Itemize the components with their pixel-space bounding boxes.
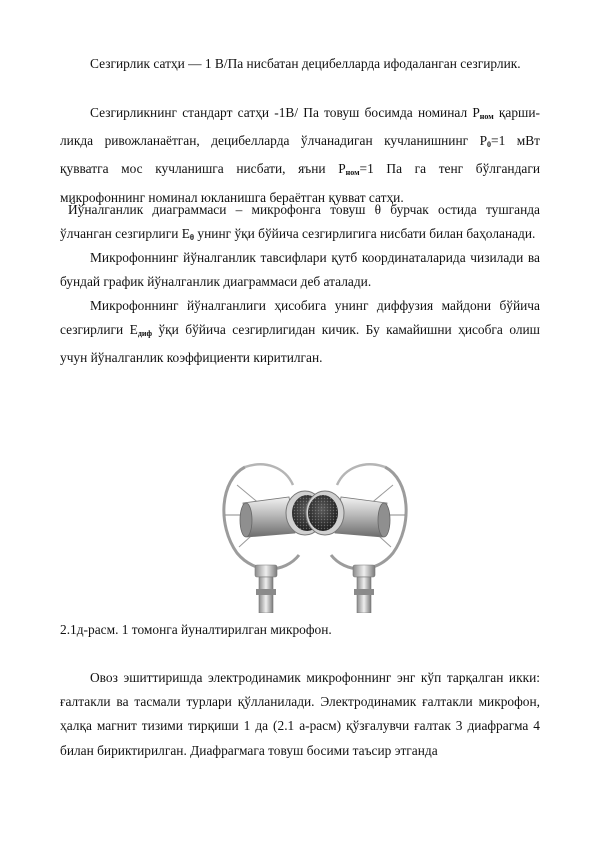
paragraph-text: Микрофоннинг йўналганлиги ҳисобига унинг диффузия майдони бўйича сезгирлиги Е xyxy=(60,298,540,338)
subscript: диф xyxy=(137,329,153,339)
paragraph-text: Микрофоннинг йўналганлик тавсифлари қутб координаталарида чизилади ва бундай график йўналганлик диаграммаси деб аталади. xyxy=(60,250,540,290)
right-stand xyxy=(353,565,375,613)
paragraph-sensitivity-level xyxy=(60,52,540,76)
subscript: ном xyxy=(345,168,360,178)
subscript: ном xyxy=(479,112,494,121)
subscript: 0 xyxy=(487,140,492,150)
paragraph-text: Сезгирлик сатҳи — 1 В/Па нисбатан децибелларда ифодаланган сезгирлик. xyxy=(90,56,521,71)
paragraph-text: ўқи бўйича сезгирлигидан кичик. Бу камайишни ҳисобга олиш учун йўналганлик коэффициенти киритилган. xyxy=(60,322,540,366)
subscript: θ xyxy=(189,233,195,243)
left-stand xyxy=(255,565,277,613)
paragraph-text: Сезгирликнинг стандарт сатҳи -1В/ Па товуш босимда номинал Р xyxy=(90,105,480,120)
paragraph-polar-coordinates xyxy=(60,246,540,294)
paragraph-text: =1 мВт қувватга мос кучланишга нисбати, яъни Р xyxy=(60,133,540,177)
paragraph-text: қарши-ликда ривожланаётган, децибелларда ўлчанадиган кучланишнинг Р xyxy=(60,105,540,149)
paragraph-diffuse-field xyxy=(60,294,540,371)
paragraph-standard-level xyxy=(60,101,540,210)
microphones-in-shock-mounts-icon xyxy=(215,455,415,613)
microphones-figure xyxy=(215,455,415,613)
paragraph-text: унинг ўқи бўйича сезгирлигига нисбати билан баҳоланади. xyxy=(194,226,536,242)
paragraph-text: =1 Па га тенг бўлгандаги микрофоннинг номинал юкланишга бераётган қувват сатҳи. xyxy=(60,161,540,205)
paragraph-directivity-diagram xyxy=(60,198,540,250)
paragraph-text: Йўналганлик диаграммаси – микрофонга товуш θ бурчак остида тушганда ўлчанган сезгирлиги Е xyxy=(60,202,540,242)
figure-caption: 2.1д-расм. 1 томонга йуналтирилган микрофон. xyxy=(60,622,332,637)
paragraph-electrodynamic-microphone xyxy=(60,666,540,763)
paragraph-text: Овоз эшиттиришда электродинамик микрофоннинг энг кўп тарқалган икки: ғалтакли ва тасмали турлари қўлланилади. Электродинамик ғалтакли микрофон, ҳалқа магнит тизими тирқиши 1 да (2.1 а-расм) қўзғалувчи ғалтак 3 диафрагма 4 билан бириктирилган. Диафрагмага товуш босими таъсир этганда xyxy=(60,670,540,758)
